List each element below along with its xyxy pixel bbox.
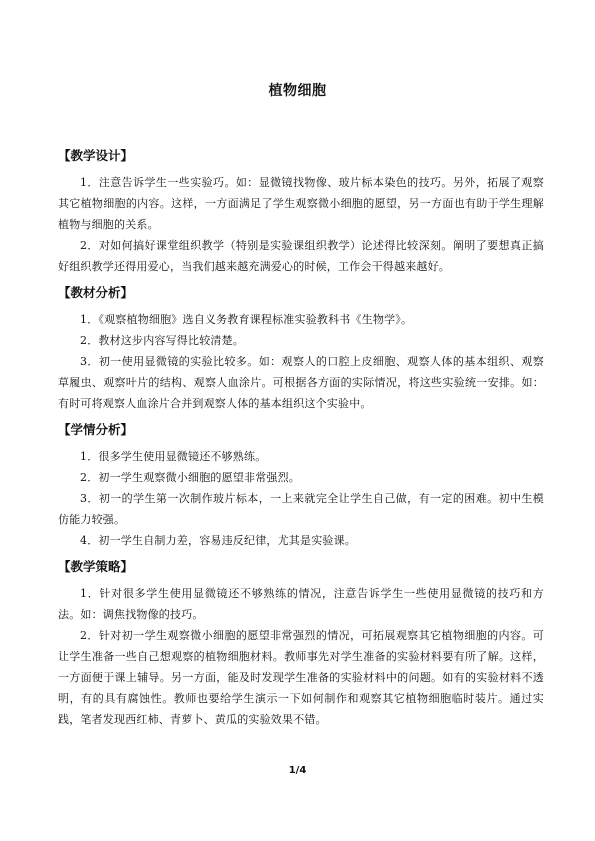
- paragraph: 1．注意告诉学生一些实验巧。如：显微镜找物像、玻片标本染色的技巧。另外，拓展了观察其它植物细胞的内容。这样，一方面满足了学生观察微小细胞的愿望，另一方面也有助于学生理解植物与细胞的关系。: [58, 176, 544, 231]
- paragraph: 3．初一的学生第一次制作玻片标本，一上来就完全让学生自己做，有一定的困难。初中生模仿能力较强。: [58, 492, 544, 526]
- page-title: 植物细胞: [268, 83, 327, 99]
- document-body: [58, 140, 544, 730]
- paragraph: 4．初一学生自制力差，容易违反纪律，尤其是实验课。: [80, 534, 356, 547]
- paragraph: 2．针对初一学生观察微小细胞的愿望非常强烈的情况，可拓展观察其它植物细胞的内容。可让学生准备一些自己想观察的植物细胞材料。教师事先对学生准备的实验材料要有所了解。这样，一方面便于课上辅导。另一方面，能及时发现学生准备的实验材料中的问题。如有的实验材料不透明，有的具有腐蚀性。教师也要给学生演示一下如何制作和观察其它植物细胞临时装片。通过实践，笔者发现西红柿、青萝卜、黄瓜的实验效果不错。: [58, 629, 544, 726]
- section-heading-textbook-analysis: 【教材分析】: [58, 285, 134, 300]
- paragraph: 2．对如何搞好课堂组织教学（特别是实验课组织教学）论述得比较深刻。阐明了要想真正搞好组织教学还得用爱心，当我们越来越充满爱心的时候，工作会干得越来越好。: [58, 239, 544, 273]
- paragraph: 3．初一使用显微镜的实验比较多。如：观察人的口腔上皮细胞、观察人体的基本组织、观察草履虫、观察叶片的结构、观察人血涂片。可根据各方面的实际情况，将这些实验统一安排。如：有时可将观察人血涂片合并到观察人体的基本组织这个实验中。: [58, 355, 544, 410]
- paragraph: 1．《观察植物细胞》选自义务教育课程标准实验教科书《生物学》。: [80, 313, 413, 326]
- paragraph: 1．很多学生使用显微镜还不够熟练。: [80, 450, 267, 463]
- paragraph: 2．教材这步内容写得比较清楚。: [80, 334, 244, 347]
- section-heading-teaching-strategy: 【教学策略】: [58, 559, 134, 574]
- section-heading-student-analysis: 【学情分析】: [58, 422, 134, 437]
- paragraph: 2．初一学生观察微小细胞的愿望非常强烈。: [80, 471, 300, 484]
- section-heading-teaching-design: 【教学设计】: [58, 148, 134, 163]
- page-number: 1/4: [288, 765, 307, 776]
- paragraph: 1．针对很多学生使用显微镜还不够熟练的情况，注意告诉学生一些使用显微镜的技巧和方法。如：调焦找物像的技巧。: [58, 587, 544, 621]
